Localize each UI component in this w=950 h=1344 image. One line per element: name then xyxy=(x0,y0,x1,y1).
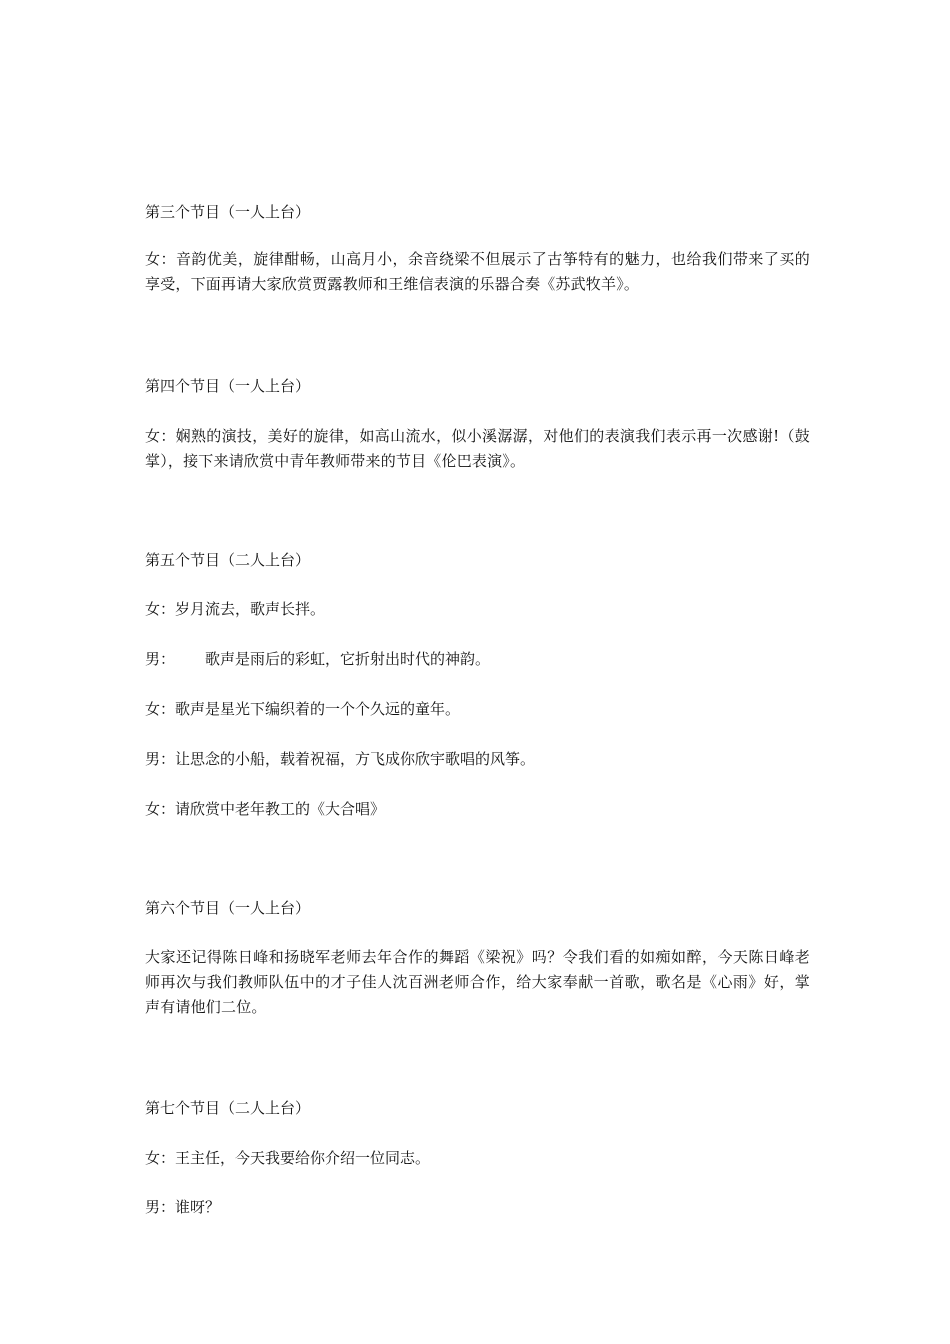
section-heading: 第五个节目（二人上台） xyxy=(145,551,311,569)
dialogue-line: 女：歌声是星光下编织着的一个个久远的童年。 xyxy=(145,700,461,718)
speaker-label: 男： xyxy=(145,650,176,668)
dialogue-paragraph: 女：音韵优美，旋律酣畅，山高月小，余音绕梁不但展示了古筝特有的魅力，也给我们带来了买的享受，下面再请大家欣赏贾露教师和王维信表演的乐器合奏《苏武牧羊》。 xyxy=(145,250,810,293)
dialogue-line: 男：让思念的小船，载着祝福，方飞成你欣宇歌唱的风筝。 xyxy=(145,750,536,768)
dialogue-paragraph: 女：娴熟的演技，美好的旋律，如高山流水，似小溪潺潺，对他们的表演我们表示再一次感谢!（鼓掌），接下来请欣赏中青年教师带来的节目《伦巴表演》。 xyxy=(145,427,810,470)
section-heading: 第七个节目（二人上台） xyxy=(145,1099,311,1117)
dialogue-paragraph: 大家还记得陈日峰和扬晓军老师去年合作的舞蹈《梁祝》吗？令我们看的如痴如醉，今天陈日峰老师再次与我们教师队伍中的才子佳人沈百洲老师合作，给大家奉献一首歌，歌名是《心雨》好，掌声有请他们二位。 xyxy=(145,948,810,1016)
dialogue-text: 歌声是雨后的彩虹，它折射出时代的神韵。 xyxy=(205,650,491,668)
section-heading: 第六个节目（一人上台） xyxy=(145,899,311,917)
dialogue-line: 男：谁呀？ xyxy=(145,1198,221,1216)
dialogue-line: 女：王主任，今天我要给你介绍一位同志。 xyxy=(145,1149,431,1167)
section-heading: 第四个节目（一人上台） xyxy=(145,377,311,395)
dialogue-line xyxy=(145,647,490,672)
dialogue-line: 女：请欣赏中老年教工的《大合唱》 xyxy=(145,800,386,818)
section-heading: 第三个节目（一人上台） xyxy=(145,203,311,221)
dialogue-line: 女：岁月流去，歌声长拌。 xyxy=(145,600,326,618)
